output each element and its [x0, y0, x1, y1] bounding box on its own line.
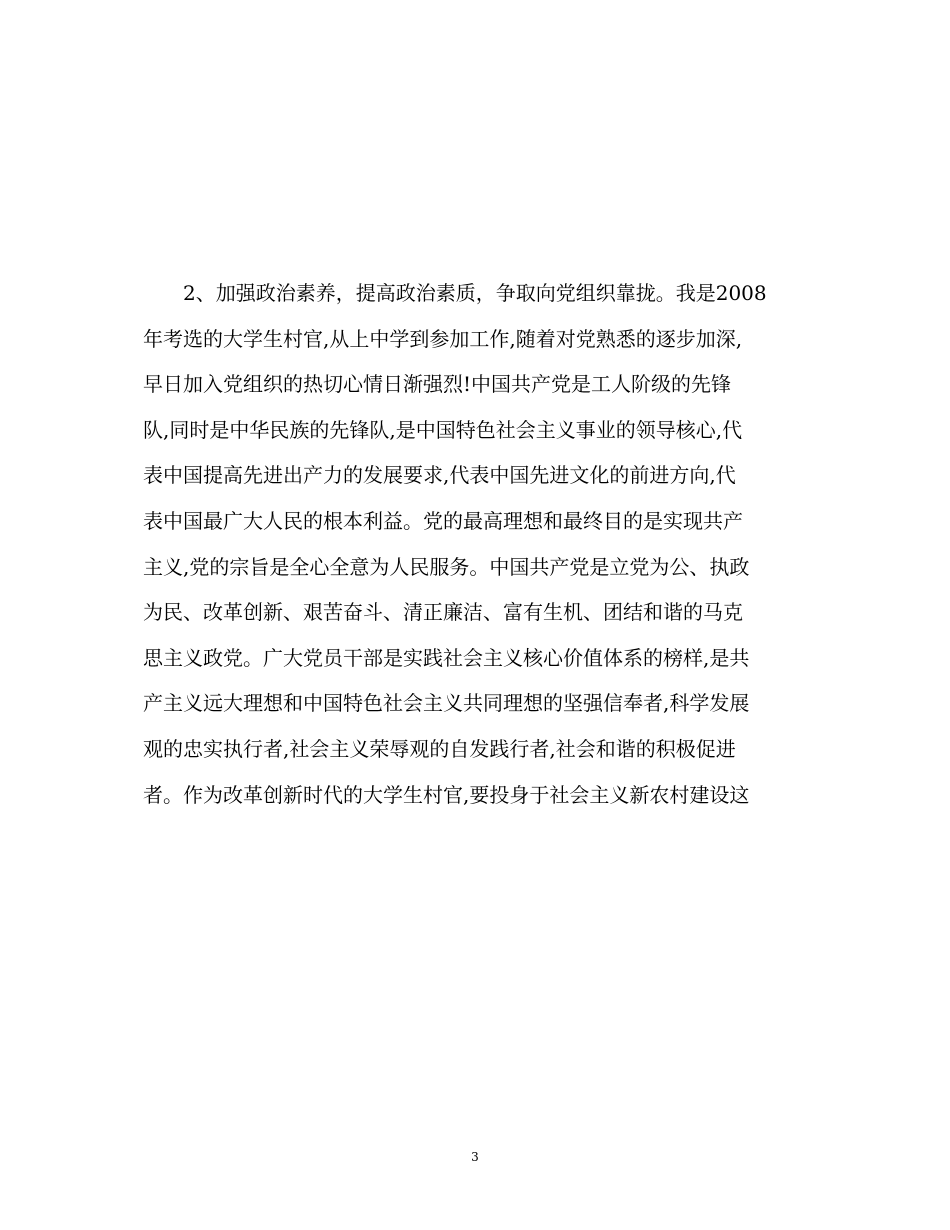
text-line: 为民、改革创新、艰苦奋斗、清正廉洁、富有生机、团结和谐的马克: [143, 600, 743, 625]
text-line: 主义,党的宗旨是全心全意为人民服务。中国共产党是立党为公、执政: [143, 554, 750, 579]
text-line: 者。作为改革创新时代的大学生村官,要投身于社会主义新农村建设这: [143, 782, 750, 807]
text-line: 思主义政党。广大党员干部是实践社会主义核心价值体系的榜样,是共: [143, 645, 750, 670]
text-line: 产主义远大理想和中国特色社会主义共同理想的坚强信奉者,科学发展: [143, 691, 750, 716]
text-line: 年考选的大学生村官,从上中学到参加工作,随着对党熟悉的逐步加深,: [143, 326, 743, 351]
text-line: 观的忠实执行者,社会主义荣辱观的自发践行者,社会和谐的积极促进: [143, 736, 736, 761]
text-line: 2、加强政治素养，提高政治素质，争取向党组织靠拢。我是2008: [183, 281, 767, 305]
text-line: 队,同时是中华民族的先锋队,是中国特色社会主义事业的领导核心,代: [143, 417, 743, 442]
body-paragraph: [143, 271, 813, 818]
page-number: 3: [471, 1150, 479, 1164]
text-line: 早日加入党组织的热切心情日渐强烈!中国共产党是工人阶级的先锋: [143, 372, 732, 397]
text-line: 表中国最广大人民的根本利益。党的最高理想和最终目的是实现共产: [143, 508, 743, 533]
text-line: 表中国提高先进出产力的发展要求,代表中国先进文化的前进方向,代: [143, 463, 736, 488]
